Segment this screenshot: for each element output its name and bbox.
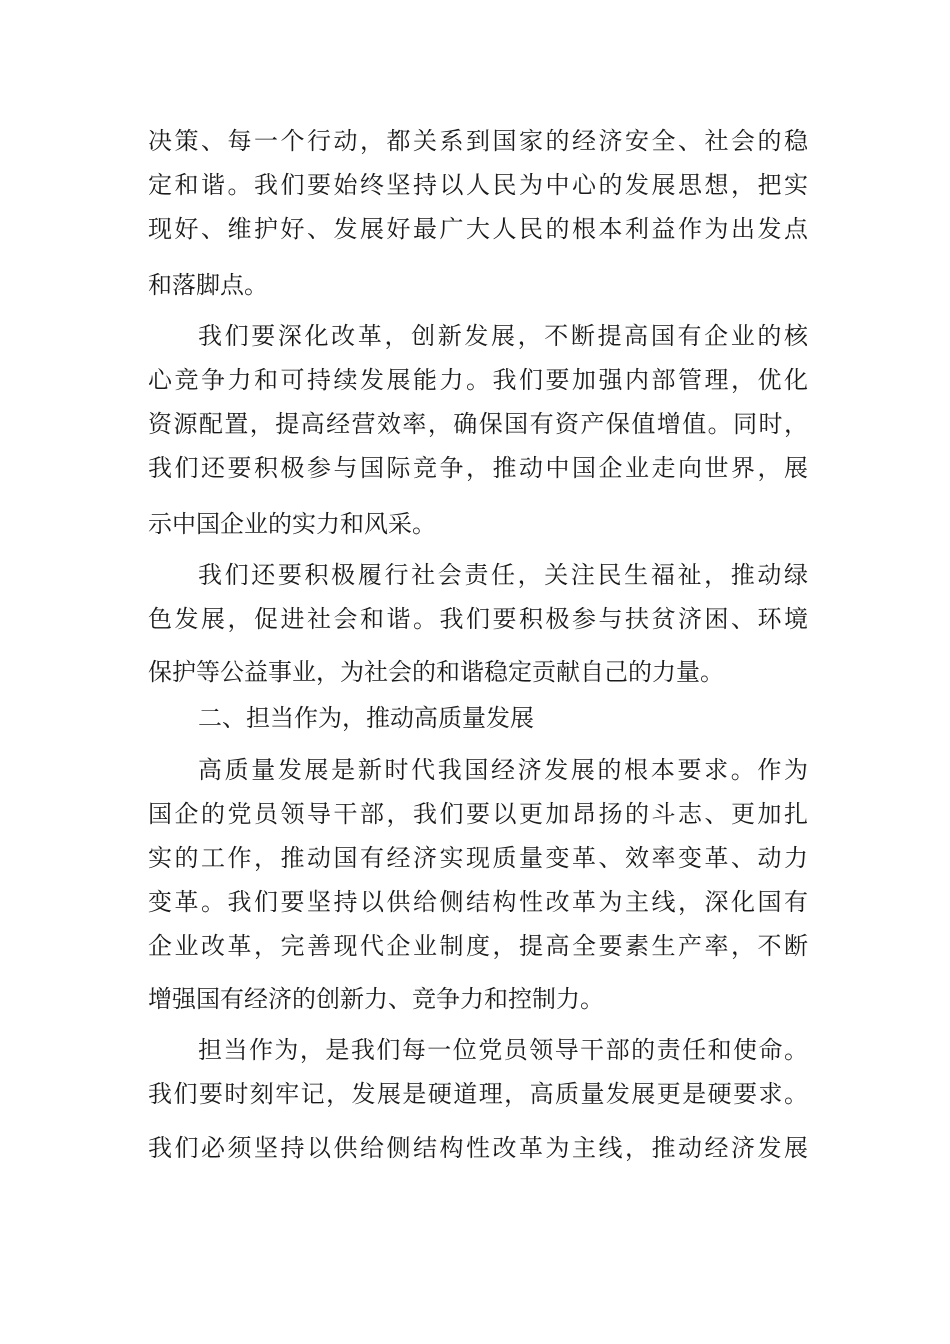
text-line: 我们还要积极参与国际竞争，推动中国企业走向世界，展 <box>148 454 808 482</box>
text-line: 增强国有经济的创新力、竞争力和控制力。 <box>148 985 604 1013</box>
text-line: 定和谐。我们要始终坚持以人民为中心的发展思想，把实 <box>148 171 808 199</box>
text-line: 实的工作，推动国有经济实现质量变革、效率变革、动力 <box>148 844 808 872</box>
text-line: 决策、每一个行动，都关系到国家的经济安全、社会的稳 <box>148 127 808 155</box>
text-line: 我们要时刻牢记，发展是硬道理，高质量发展更是硬要求。 <box>148 1080 808 1108</box>
text-line: 我们还要积极履行社会责任，关注民生福祉，推动绿 <box>198 561 808 589</box>
text-line: 和落脚点。 <box>148 271 268 299</box>
text-line: 企业改革，完善现代企业制度，提高全要素生产率，不断 <box>148 932 808 960</box>
text-line: 我们必须坚持以供给侧结构性改革为主线，推动经济发展 <box>148 1134 808 1162</box>
text-line: 保护等公益事业，为社会的和谐稳定贡献自己的力量。 <box>148 658 724 686</box>
text-line: 变革。我们要坚持以供给侧结构性改革为主线，深化国有 <box>148 888 808 916</box>
section-heading: 二、担当作为，推动高质量发展 <box>198 704 534 732</box>
text-line: 我们要深化改革，创新发展，不断提高国有企业的核 <box>198 322 808 350</box>
text-line: 国企的党员领导干部，我们要以更加昂扬的斗志、更加扎 <box>148 800 808 828</box>
text-line: 示中国企业的实力和风采。 <box>148 510 436 538</box>
text-line: 高质量发展是新时代我国经济发展的根本要求。作为 <box>198 756 808 784</box>
text-line: 担当作为，是我们每一位党员领导干部的责任和使命。 <box>198 1036 808 1064</box>
text-line: 心竞争力和可持续发展能力。我们要加强内部管理，优化 <box>148 366 808 394</box>
text-line: 现好、维护好、发展好最广大人民的根本利益作为出发点 <box>148 215 808 243</box>
text-line: 资源配置，提高经营效率，确保国有资产保值增值。同时， <box>148 410 808 438</box>
text-line: 色发展，促进社会和谐。我们要积极参与扶贫济困、环境 <box>148 605 808 633</box>
